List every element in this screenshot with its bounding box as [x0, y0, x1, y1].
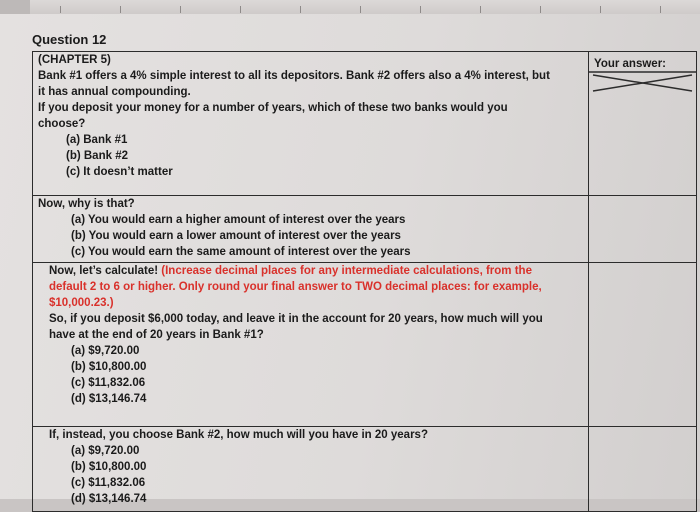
question-text-line: [33, 263, 588, 279]
rounding-note: (Increase decimal places for any intermediate calculations, from the: [161, 265, 532, 277]
option-b: (b) $10,800.00: [71, 361, 147, 373]
ruler-tick: [540, 6, 541, 13]
question-text-line: If you deposit your money for a number of years, which of these two banks would you: [38, 102, 508, 114]
question-text-line: Bank #1 offers a 4% simple interest to all its depositors. Bank #2 offers also a 4% interest, but: [38, 70, 550, 82]
question-text-line: If, instead, you choose Bank #2, how much will you have in 20 years?: [49, 429, 428, 441]
question-text-line: So, if you deposit $6,000 today, and leave it in the account for 20 years, how much will you: [49, 313, 543, 325]
table-row: [33, 196, 697, 263]
option-b: (b) You would earn a lower amount of interest over the years: [71, 230, 401, 242]
answer-cell-2[interactable]: [589, 196, 697, 263]
option-a: (a) Bank #1: [66, 134, 128, 146]
question-block-1: [33, 52, 589, 196]
option-d: (d) $13,146.74: [71, 493, 147, 505]
table-row: [33, 263, 697, 427]
question-title: Question 12: [32, 32, 107, 47]
table-row: [33, 52, 697, 196]
ruler-tick: [240, 6, 241, 13]
calculate-intro: Now, let’s calculate!: [49, 265, 159, 277]
ruler-tick: [660, 6, 661, 13]
document-page: [0, 14, 700, 505]
option-c: (c) It doesn’t matter: [66, 166, 173, 178]
answer-column-header: Your answer:: [594, 58, 666, 70]
option-a: (a) $9,720.00: [71, 445, 140, 457]
question-text-line: have at the end of 20 years in Bank #1?: [49, 329, 264, 341]
option-c: (c) $11,832.06: [71, 377, 146, 389]
ruler-tick: [360, 6, 361, 13]
question-block-2: [33, 196, 589, 263]
ruler-tick: [480, 6, 481, 13]
ruler-bar: [0, 0, 700, 15]
answer-cell-3[interactable]: [589, 263, 697, 427]
question-text-line: Now, why is that?: [38, 198, 135, 210]
ruler-tick: [180, 6, 181, 13]
ruler-margin: [0, 0, 30, 14]
answer-cell-1[interactable]: [589, 52, 697, 196]
rounding-note: default 2 to 6 or higher. Only round your final answer to TWO decimal places: for example,: [49, 281, 542, 293]
question-text-line: choose?: [38, 118, 86, 130]
ruler-tick: [600, 6, 601, 13]
option-c: (c) $11,832.06: [71, 477, 146, 489]
ruler-tick: [60, 6, 61, 13]
question-table: [32, 51, 697, 512]
option-d: (d) $13,146.74: [71, 393, 147, 405]
option-c: (c) You would earn the same amount of interest over the years: [71, 246, 411, 258]
option-a: (a) $9,720.00: [71, 345, 140, 357]
option-b: (b) Bank #2: [66, 150, 128, 162]
option-a: (a) You would earn a higher amount of interest over the years: [71, 214, 406, 226]
rounding-note: $10,000.23.): [49, 297, 114, 309]
question-block-3: [33, 263, 589, 427]
option-b: (b) $10,800.00: [71, 461, 147, 473]
chapter-label: (CHAPTER 5): [38, 54, 111, 66]
ruler-tick: [300, 6, 301, 13]
crossed-box-icon: [589, 52, 696, 92]
question-text-line: it has annual compounding.: [38, 86, 191, 98]
ruler-tick: [120, 6, 121, 13]
ruler-tick: [420, 6, 421, 13]
